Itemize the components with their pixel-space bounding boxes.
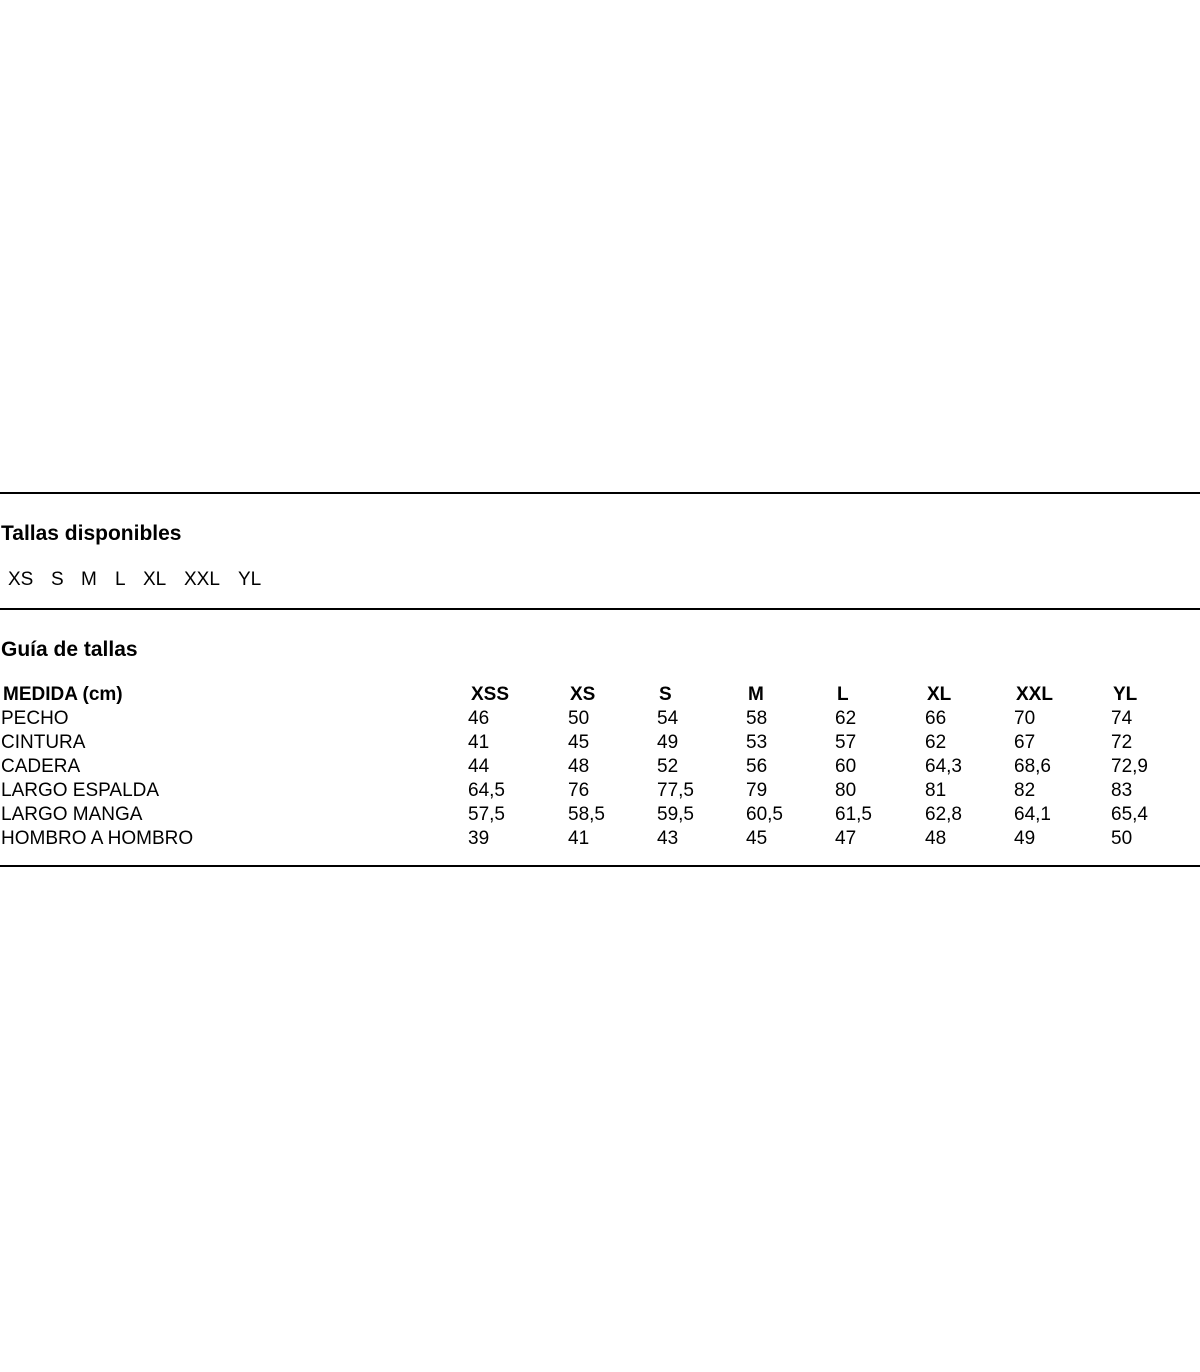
measure-value-cell: 58,5 xyxy=(568,804,605,825)
measure-value-cell: 59,5 xyxy=(657,804,694,825)
available-size-yl: YL xyxy=(238,569,262,590)
measure-value-cell: 49 xyxy=(1014,828,1036,849)
available-size-xs: XS xyxy=(8,569,34,590)
measure-row-label: LARGO MANGA xyxy=(1,804,143,825)
measure-value-cell: 65,4 xyxy=(1111,804,1148,825)
measure-column-header: MEDIDA (cm) xyxy=(3,684,123,705)
measure-value-cell: 57 xyxy=(835,732,857,753)
measure-value-cell: 50 xyxy=(1111,828,1133,849)
size-column-header-l: L xyxy=(837,684,849,705)
measure-value-cell: 54 xyxy=(657,708,679,729)
measure-value-cell: 61,5 xyxy=(835,804,872,825)
measure-value-cell: 60 xyxy=(835,756,857,777)
bottom-divider xyxy=(0,865,1200,867)
measure-value-cell: 64,1 xyxy=(1014,804,1051,825)
measure-value-cell: 76 xyxy=(568,780,590,801)
available-sizes-heading: Tallas disponibles xyxy=(1,522,182,545)
measure-value-cell: 79 xyxy=(746,780,768,801)
measure-value-cell: 47 xyxy=(835,828,857,849)
size-column-header-m: M xyxy=(748,684,764,705)
measure-value-cell: 45 xyxy=(568,732,590,753)
measure-value-cell: 50 xyxy=(568,708,590,729)
measure-value-cell: 72,9 xyxy=(1111,756,1148,777)
available-size-xl: XL xyxy=(143,569,167,590)
measure-value-cell: 43 xyxy=(657,828,679,849)
measure-value-cell: 62 xyxy=(835,708,857,729)
measure-value-cell: 66 xyxy=(925,708,947,729)
measure-value-cell: 46 xyxy=(468,708,490,729)
measure-value-cell: 52 xyxy=(657,756,679,777)
measure-row-label: CADERA xyxy=(1,756,81,777)
measure-value-cell: 81 xyxy=(925,780,947,801)
measure-value-cell: 77,5 xyxy=(657,780,694,801)
measure-value-cell: 49 xyxy=(657,732,679,753)
measure-value-cell: 48 xyxy=(568,756,590,777)
measure-value-cell: 56 xyxy=(746,756,768,777)
measure-row-label: LARGO ESPALDA xyxy=(1,780,160,801)
size-column-header-s: S xyxy=(659,684,672,705)
measure-value-cell: 80 xyxy=(835,780,857,801)
measure-value-cell: 62,8 xyxy=(925,804,962,825)
measure-value-cell: 45 xyxy=(746,828,768,849)
measure-value-cell: 53 xyxy=(746,732,768,753)
measure-value-cell: 74 xyxy=(1111,708,1133,729)
measure-value-cell: 72 xyxy=(1111,732,1133,753)
measure-value-cell: 44 xyxy=(468,756,490,777)
size-column-header-xxl: XXL xyxy=(1016,684,1053,705)
measure-value-cell: 64,3 xyxy=(925,756,962,777)
measure-value-cell: 39 xyxy=(468,828,490,849)
measure-value-cell: 62 xyxy=(925,732,947,753)
measure-value-cell: 83 xyxy=(1111,780,1133,801)
measure-value-cell: 60,5 xyxy=(746,804,783,825)
measure-value-cell: 58 xyxy=(746,708,768,729)
measure-value-cell: 82 xyxy=(1014,780,1036,801)
measure-row-label: HOMBRO A HOMBRO xyxy=(1,828,194,849)
available-size-m: M xyxy=(81,569,97,590)
size-guide-heading: Guía de tallas xyxy=(1,638,138,661)
size-column-header-yl: YL xyxy=(1113,684,1138,705)
measure-row-label: PECHO xyxy=(1,708,69,729)
measure-value-cell: 41 xyxy=(568,828,590,849)
available-size-l: L xyxy=(115,569,126,590)
measure-value-cell: 57,5 xyxy=(468,804,505,825)
measure-row-label: CINTURA xyxy=(1,732,86,753)
measure-value-cell: 64,5 xyxy=(468,780,505,801)
available-size-xxl: XXL xyxy=(184,569,220,590)
size-column-header-xl: XL xyxy=(927,684,952,705)
available-size-s: S xyxy=(51,569,64,590)
size-column-header-xs: XS xyxy=(570,684,596,705)
measure-value-cell: 70 xyxy=(1014,708,1036,729)
measure-value-cell: 41 xyxy=(468,732,490,753)
measure-value-cell: 48 xyxy=(925,828,947,849)
measure-value-cell: 68,6 xyxy=(1014,756,1051,777)
measure-value-cell: 67 xyxy=(1014,732,1036,753)
size-column-header-xss: XSS xyxy=(471,684,510,705)
